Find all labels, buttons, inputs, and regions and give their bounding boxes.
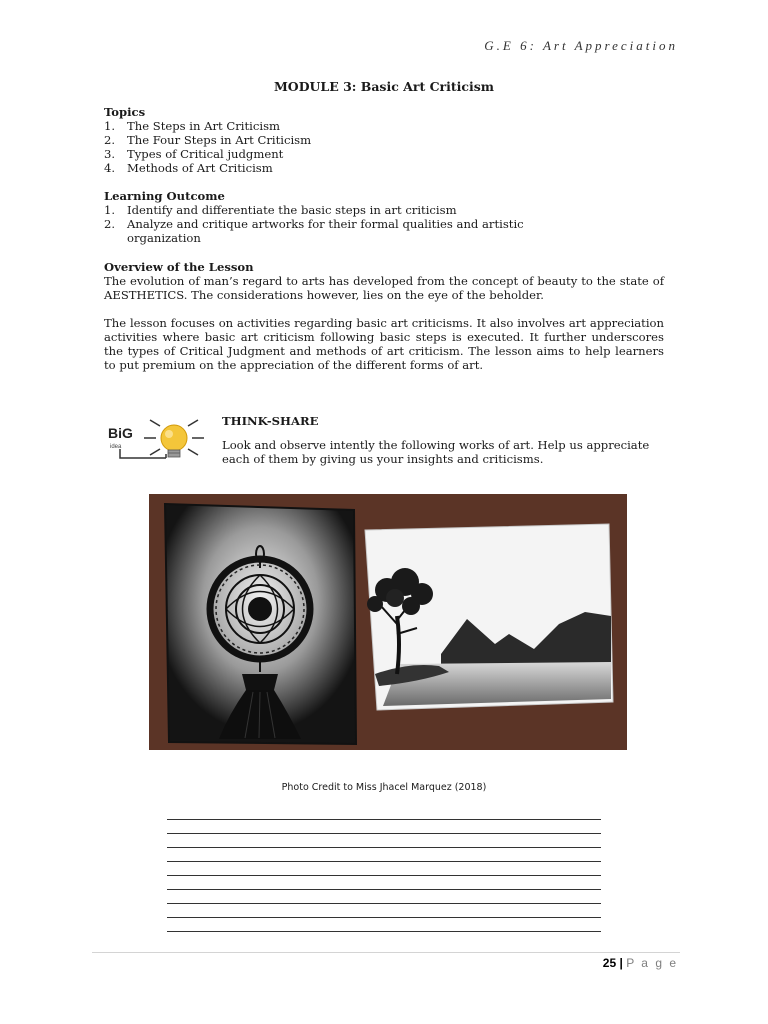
big-idea-logo	[106, 418, 210, 470]
think-share-instruction: Look and observe intently the following works of art. Help us appreciate each of them by giving us your insights and criticisms.	[222, 438, 650, 466]
list-item: 1. The Steps in Art Criticism	[104, 119, 281, 133]
dreamcatcher-artwork	[165, 504, 356, 744]
big-idea-logo-text: BiG	[108, 425, 133, 441]
overview-paragraph-2: The lesson focuses on activities regarding basic art criticisms. It also involves art appreciation activities where basic art criticism following basic steps is executed. It further underscores the types of Critical Judgment and methods of art criticism. The lesson aims to help learners to put premium on the appreciation of the different forms of art.	[104, 316, 664, 372]
topics-list	[104, 119, 664, 175]
course-header: G.E 6: Art Appreciation	[484, 38, 678, 53]
page-footer	[603, 956, 678, 970]
artwork-photo	[149, 494, 627, 750]
list-item: 3. Types of Critical judgment	[104, 147, 284, 161]
tree-landscape-artwork	[365, 524, 613, 710]
photo-credit: Photo Credit to Miss Jhacel Marquez (2018)	[281, 782, 487, 793]
learning-outcome-list	[104, 203, 664, 245]
overview-section	[104, 260, 664, 372]
answer-line	[167, 875, 601, 876]
footer-divider	[92, 952, 680, 953]
answer-line	[167, 833, 601, 834]
page-number: 25	[602, 956, 617, 970]
list-item: 2. The Four Steps in Art Criticism	[104, 133, 312, 147]
answer-line	[167, 917, 601, 918]
think-share-section	[222, 414, 662, 466]
footer-separator: |	[619, 956, 623, 970]
learning-outcome-heading: Learning Outcome	[104, 189, 225, 203]
list-item: 2. Analyze and critique artworks for their formal qualities and artistic organization	[104, 217, 524, 245]
overview-heading: Overview of the Lesson	[104, 260, 254, 274]
list-item: 1. Identify and differentiate the basic steps in art criticism	[104, 203, 457, 217]
list-item: 4. Methods of Art Criticism	[104, 161, 273, 175]
answer-line	[167, 903, 601, 904]
answer-line	[167, 847, 601, 848]
answer-line	[167, 861, 601, 862]
learning-outcome-section	[104, 189, 664, 245]
module-title: MODULE 3: Basic Art Criticism	[273, 79, 495, 94]
topics-section	[104, 105, 664, 175]
page-label: P a g e	[626, 956, 678, 970]
answer-line	[167, 889, 601, 890]
answer-line	[167, 819, 601, 820]
svg-text:idea: idea	[110, 444, 122, 450]
answer-line	[167, 931, 601, 932]
overview-paragraph-1: The evolution of man’s regard to arts has developed from the concept of beauty to the state of AESTHETICS. The considerations however, lies on the eye of the beholder.	[104, 274, 664, 302]
topics-heading: Topics	[104, 105, 146, 119]
think-share-heading: THINK-SHARE	[222, 414, 319, 428]
